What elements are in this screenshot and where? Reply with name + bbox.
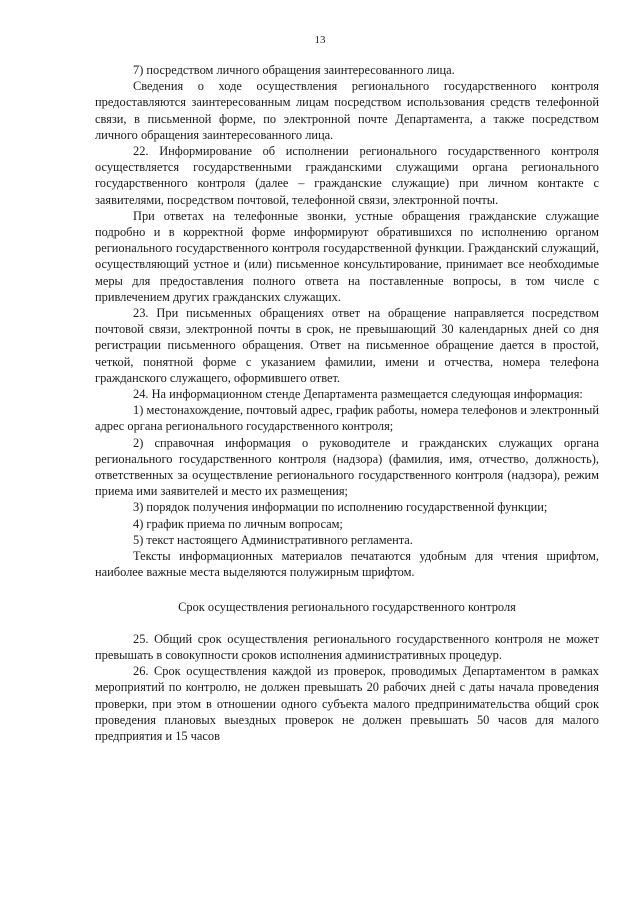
- paragraph: Сведения о ходе осуществления регионального государственного контроля предоставляются заинтересованным лицам посредством использования средств телефонной связи, в письменной форме, по электронной почте Департамента, а также посредством личного обращения заинтересованного лица.: [95, 79, 599, 142]
- document-body: [95, 62, 599, 744]
- paragraph: Тексты информационных материалов печатаются удобным для чтения шрифтом, наиболее важные места выделяются полужирным шрифтом.: [95, 549, 599, 580]
- section-heading: Срок осуществления регионального государственного контроля: [178, 599, 516, 614]
- list-item: 1) местонахождение, почтовый адрес, график работы, номера телефонов и электронный адрес органа регионального государственного контроля;: [95, 403, 599, 434]
- paragraph: 7) посредством личного обращения заинтересованного лица.: [133, 63, 455, 77]
- paragraph-clause-24: 24. На информационном стенде Департамента размещается следующая информация:: [133, 387, 583, 402]
- list-item: 3) порядок получения информации по исполнению государственной функции;: [133, 500, 548, 515]
- paragraph-clause-22: 22. Информирование об исполнении регионального государственного контроля осуществляется государственными гражданскими служащими органа регионального государственного контроля (далее – гражданские служащие) при личном контакте с заявителями, посредством почтовой, телефонной связи, электронной почты.: [95, 144, 599, 207]
- list-item: 4) график приема по личным вопросам;: [133, 516, 343, 531]
- paragraph: При ответах на телефонные звонки, устные обращения гражданские служащие подробно и в корректной форме информируют обратившихся по исполнению органом регионального государственного контроля государственной функции. Гражданский служащий, осуществляющий устное и (или) письменное консультирование, принимает все необходимые меры для предоставления полного ответа на поставленные вопросы, в том числе с привлечением других гражданских служащих.: [95, 208, 599, 304]
- list-item: 5) текст настоящего Административного регламента.: [133, 532, 413, 547]
- page-number: 13: [314, 34, 326, 46]
- paragraph-clause-25: 25. Общий срок осуществления регионального государственного контроля не может превышать в совокупности сроков исполнения административных процедур.: [95, 631, 599, 662]
- paragraph-clause-26: 26. Срок осуществления каждой из проверок, проводимых Департаментом в рамках мероприятий по контролю, не должен превышать 20 рабочих дней с даты начала проведения проверки, при этом в отношении одного субъекта малого предпринимательства общий срок проведения плановых выездных проверок не должен превышать 50 часов для малого предприятия и 15 часов: [95, 664, 599, 743]
- list-item: 2) справочная информация о руководителе и гражданских служащих органа регионального государственного контроля (надзора) (фамилия, имя, отчество, должность), ответственных за осуществление регионального государственного контроля (надзора), режим приема ими заявителей и место их размещения;: [95, 435, 599, 499]
- paragraph-clause-23: 23. При письменных обращениях ответ на обращение направляется посредством почтовой связи, электронной почты в срок, не превышающий 30 календарных дней со дня регистрации письменного обращения. Ответ на письменное обращение дается в простой, четкой, понятной форме с указанием фамилии, имени и отчества, номера телефона гражданского служащего, оформившего ответ.: [95, 306, 599, 385]
